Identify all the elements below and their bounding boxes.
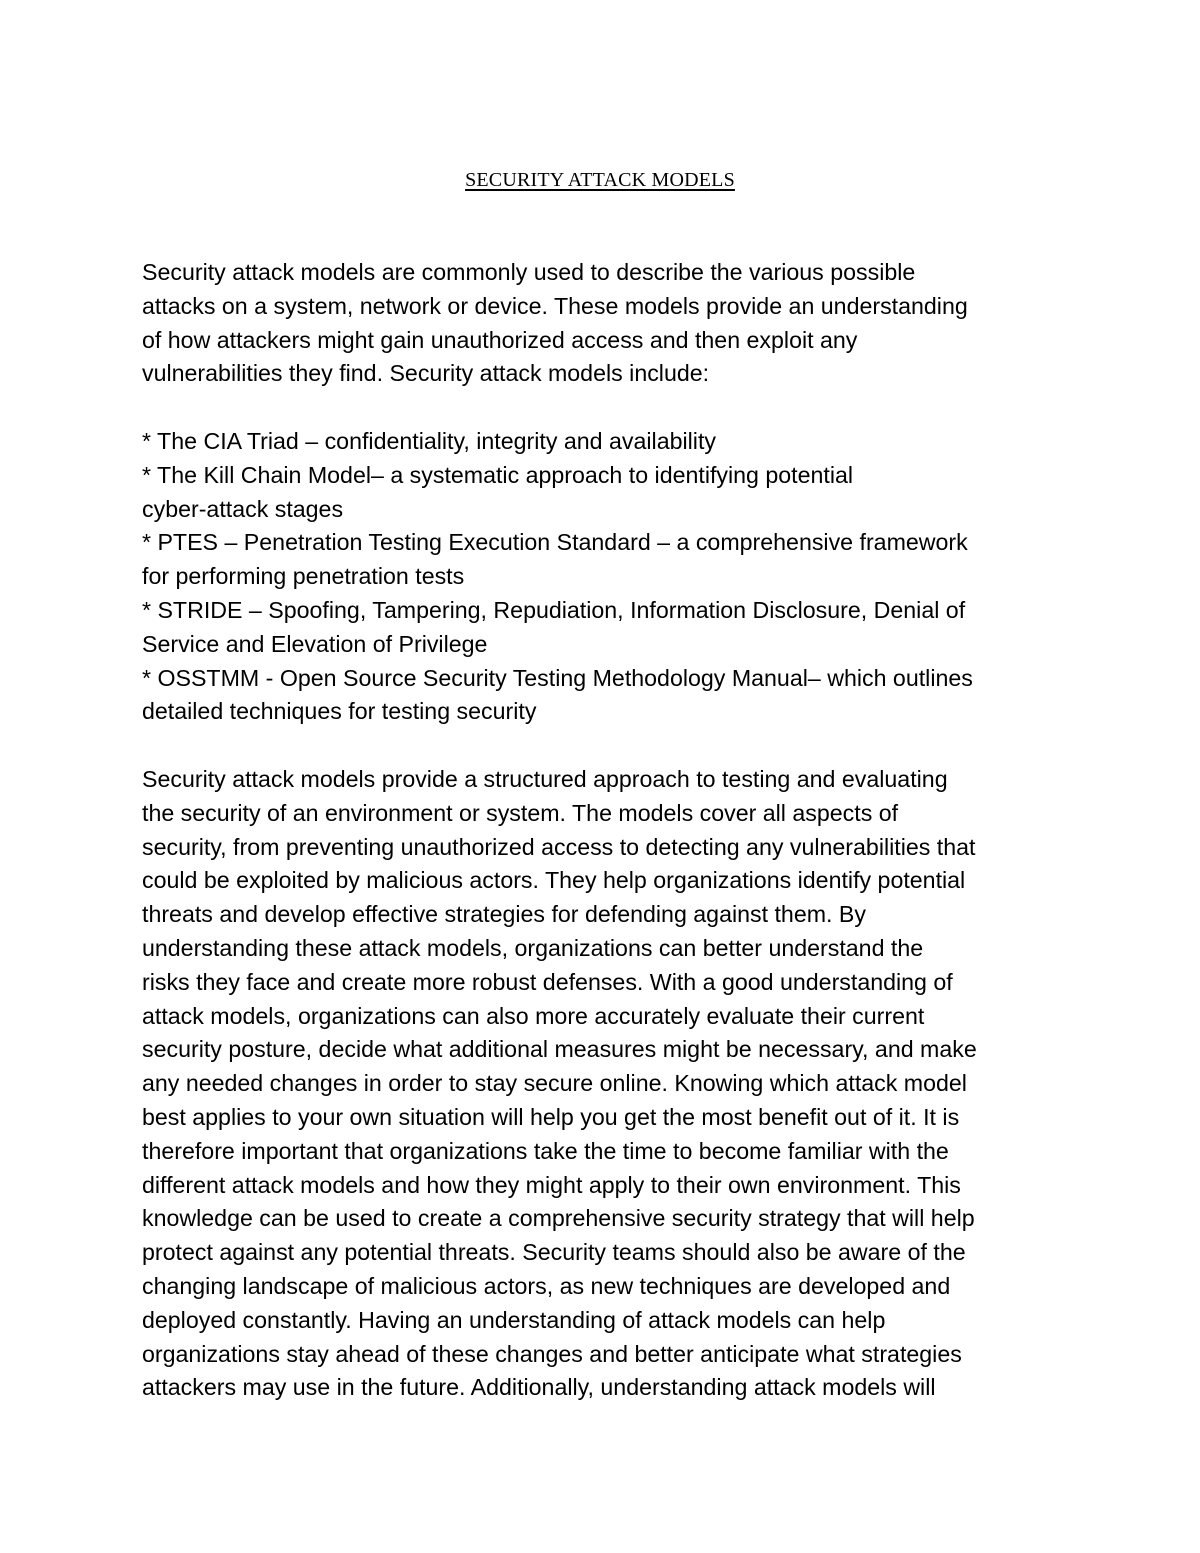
intro-paragraph [142,256,1072,391]
list-item-kill-chain-cont: cyber-attack stages [142,495,344,522]
body-line: security, from preventing unauthorized access to detecting any vulnerabilities that [142,833,976,860]
body-line: deployed constantly. Having an understanding of attack models can help [142,1306,886,1333]
list-item-osstmm: * OSSTMM - Open Source Security Testing Methodology Manual– which outlines [142,664,973,691]
paragraph-gap [142,391,1072,425]
list-item-cia-triad: * The CIA Triad – confidentiality, integrity and availability [142,427,716,454]
attack-models-list [142,425,1072,729]
intro-line: vulnerabilities they find. Security attack models include: [142,360,710,387]
intro-line: Security attack models are commonly used to describe the various possible [142,259,916,285]
body-line: organizations stay ahead of these changes and better anticipate what strategies [142,1340,962,1367]
list-item-osstmm-cont: detailed techniques for testing security [142,698,537,725]
body-line: attack models, organizations can also more accurately evaluate their current [142,1002,925,1029]
intro-line: attacks on a system, network or device. These models provide an understanding [142,292,968,319]
document-title [0,168,1200,192]
body-line: protect against any potential threats. Security teams should also be aware of the [142,1239,966,1266]
list-item-stride: * STRIDE – Spoofing, Tampering, Repudiation, Information Disclosure, Denial of [142,596,966,623]
body-line: risks they face and create more robust defenses. With a good understanding of [142,968,953,995]
paragraph-gap [142,729,1072,763]
body-line: threats and develop effective strategies for defending against them. By [142,901,866,928]
intro-line: of how attackers might gain unauthorized access and then exploit any [142,326,858,353]
body-line: therefore important that organizations take the time to become familiar with the [142,1137,949,1164]
list-item-stride-cont: Service and Elevation of Privilege [142,630,488,657]
body-line: knowledge can be used to create a comprehensive security strategy that will help [142,1205,975,1232]
body-line: attackers may use in the future. Additionally, understanding attack models will [142,1374,936,1401]
body-paragraph [142,763,1072,1405]
list-item-ptes: * PTES – Penetration Testing Execution Standard – a comprehensive framework [142,529,968,556]
list-item-ptes-cont: for performing penetration tests [142,563,465,590]
body-line: different attack models and how they might apply to their own environment. This [142,1171,961,1198]
body-line: any needed changes in order to stay secure online. Knowing which attack model [142,1070,967,1097]
body-line: best applies to your own situation will help you get the most benefit out of it. It is [142,1103,960,1130]
document-title-text: SECURITY ATTACK MODELS [465,169,735,191]
body-line: changing landscape of malicious actors, as new techniques are developed and [142,1272,951,1299]
body-line: Security attack models provide a structured approach to testing and evaluating [142,765,948,792]
body-line: security posture, decide what additional measures might be necessary, and make [142,1036,977,1063]
document-body [142,256,1072,1405]
body-line: understanding these attack models, organizations can better understand the [142,934,924,961]
list-item-kill-chain: * The Kill Chain Model– a systematic approach to identifying potential [142,461,854,488]
body-line: could be exploited by malicious actors. They help organizations identify potential [142,867,966,894]
body-line: the security of an environment or system. The models cover all aspects of [142,799,899,826]
